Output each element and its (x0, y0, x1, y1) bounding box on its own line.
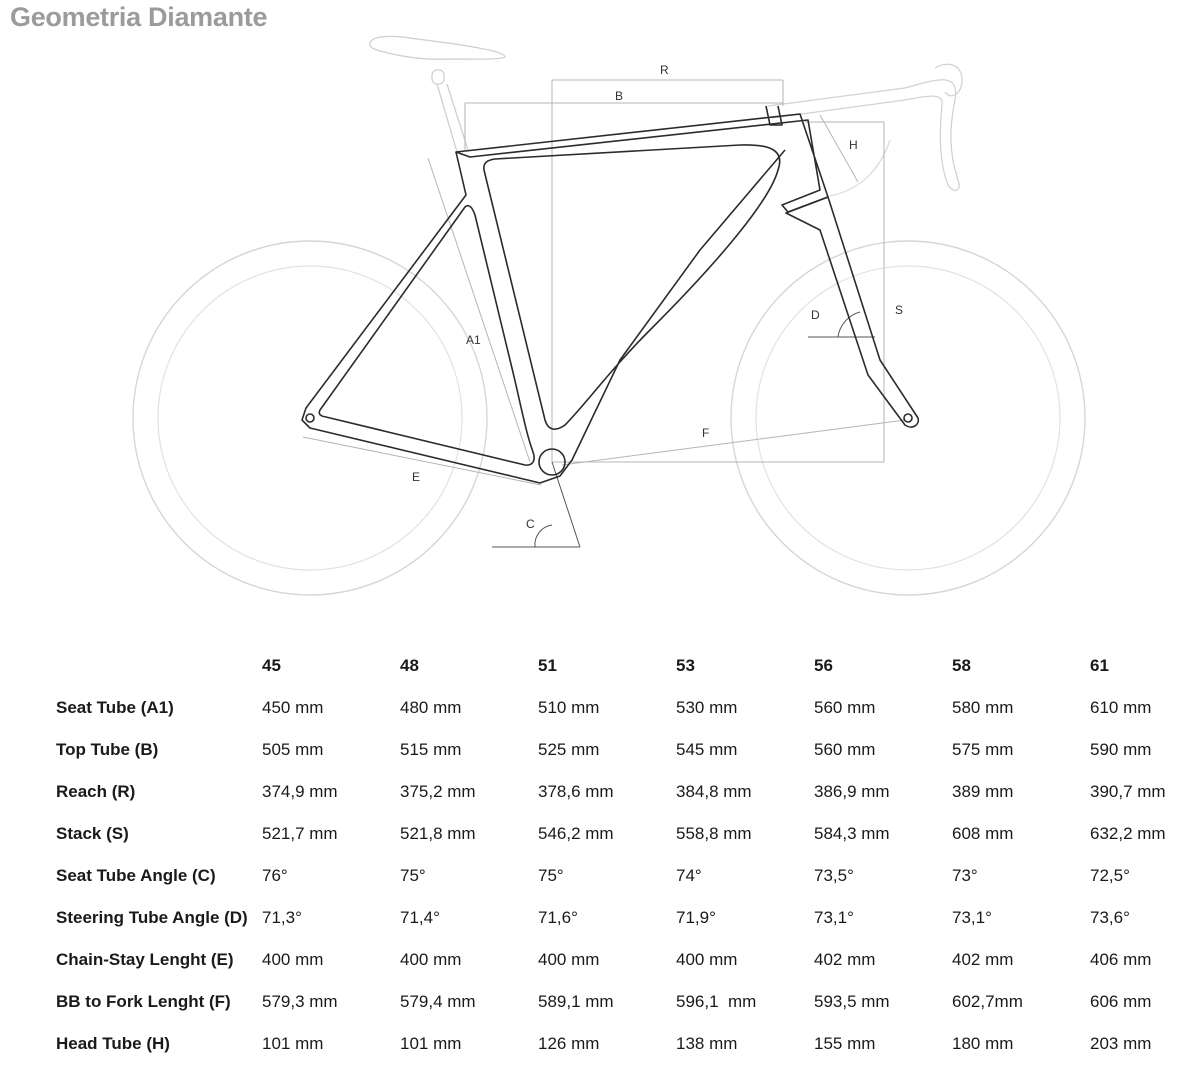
table-cell: 590 mm (1090, 740, 1152, 759)
table-cell: 73,5° (814, 866, 854, 885)
row-label: Seat Tube Angle (C) (56, 866, 216, 885)
saddle-clamp (432, 70, 444, 84)
size-header: 53 (676, 656, 695, 675)
label-b: B (615, 89, 624, 103)
table-cell: 560 mm (814, 740, 876, 759)
label-d: D (811, 308, 820, 322)
table-cell: 389 mm (952, 782, 1014, 801)
table-cell: 450 mm (262, 698, 324, 717)
table-cell: 73° (952, 866, 978, 885)
label-a1: A1 (466, 333, 481, 347)
table-cell: 72,5° (1090, 866, 1130, 885)
table-cell: 579,4 mm (400, 992, 476, 1011)
table-cell: 75° (538, 866, 564, 885)
table-cell: 76° (262, 866, 288, 885)
row-label: Top Tube (B) (56, 740, 159, 759)
table-cell: 203 mm (1090, 1034, 1152, 1053)
table-cell: 575 mm (952, 740, 1014, 759)
row-label: Reach (R) (56, 782, 136, 801)
table-cell: 71,4° (400, 908, 440, 927)
row-label: Head Tube (H) (56, 1034, 170, 1053)
table-cell: 579,3 mm (262, 992, 338, 1011)
seatpost (437, 84, 457, 152)
table-cell: 546,2 mm (538, 824, 614, 843)
row-label: BB to Fork Lenght (F) (56, 992, 231, 1011)
table-cell: 525 mm (538, 740, 600, 759)
table-cell: 632,2 mm (1090, 824, 1166, 843)
table-cell: 400 mm (676, 950, 738, 969)
label-s: S (895, 303, 904, 317)
label-h: H (849, 138, 858, 152)
table-cell: 606 mm (1090, 992, 1152, 1011)
table-cell: 584,3 mm (814, 824, 890, 843)
table-row (0, 908, 1200, 948)
table-cell: 390,7 mm (1090, 782, 1166, 801)
size-header: 51 (538, 656, 557, 675)
size-header: 48 (400, 656, 419, 675)
table-cell: 596,1 mm (676, 992, 757, 1011)
table-row (0, 824, 1200, 864)
table-cell: 610 mm (1090, 698, 1152, 717)
table-cell: 374,9 mm (262, 782, 338, 801)
table-cell: 602,7mm (952, 992, 1023, 1011)
size-header: 45 (262, 656, 281, 675)
front-axle (904, 414, 912, 422)
table-cell: 378,6 mm (538, 782, 614, 801)
table-row (0, 782, 1200, 822)
table-cell: 480 mm (400, 698, 462, 717)
table-cell: 73,1° (814, 908, 854, 927)
table-cell: 510 mm (538, 698, 600, 717)
table-cell: 375,2 mm (400, 782, 476, 801)
table-cell: 608 mm (952, 824, 1014, 843)
table-cell: 530 mm (676, 698, 738, 717)
table-cell: 400 mm (400, 950, 462, 969)
table-cell: 521,7 mm (262, 824, 338, 843)
table-header-row (0, 656, 1200, 696)
size-header: 61 (1090, 656, 1109, 675)
table-cell: 589,1 mm (538, 992, 614, 1011)
row-label: Steering Tube Angle (D) (56, 908, 248, 927)
table-cell: 384,8 mm (676, 782, 752, 801)
table-cell: 101 mm (400, 1034, 462, 1053)
table-cell: 545 mm (676, 740, 738, 759)
front-wheel-inner (756, 266, 1060, 570)
saddle (370, 36, 505, 59)
table-cell: 560 mm (814, 698, 876, 717)
table-cell: 126 mm (538, 1034, 600, 1053)
table-cell: 400 mm (262, 950, 324, 969)
table-cell: 402 mm (814, 950, 876, 969)
table-cell: 138 mm (676, 1034, 738, 1053)
table-cell: 71,3° (262, 908, 302, 927)
table-row (0, 866, 1200, 906)
table-row (0, 740, 1200, 780)
rear-wheel-inner (158, 266, 462, 570)
table-cell: 505 mm (262, 740, 324, 759)
rear-wheel-outer (133, 241, 487, 595)
front-wheel-outer (731, 241, 1085, 595)
table-cell: 101 mm (262, 1034, 324, 1053)
table-row (0, 1034, 1200, 1074)
table-cell: 386,9 mm (814, 782, 890, 801)
page-title: Geometria Diamante (10, 2, 268, 32)
size-header: 58 (952, 656, 971, 675)
table-cell: 580 mm (952, 698, 1014, 717)
table-cell: 73,6° (1090, 908, 1130, 927)
label-c: C (526, 517, 535, 531)
table-row (0, 992, 1200, 1032)
table-cell: 73,1° (952, 908, 992, 927)
table-cell: 558,8 mm (676, 824, 752, 843)
table-cell: 515 mm (400, 740, 462, 759)
label-e: E (412, 470, 421, 484)
row-label: Chain-Stay Lenght (E) (56, 950, 234, 969)
table-cell: 75° (400, 866, 426, 885)
label-r: R (660, 63, 669, 77)
label-f: F (702, 426, 710, 440)
frame (302, 106, 918, 483)
table-cell: 74° (676, 866, 702, 885)
table-cell: 593,5 mm (814, 992, 890, 1011)
table-row (0, 950, 1200, 990)
table-row (0, 698, 1200, 738)
row-label: Seat Tube (A1) (56, 698, 174, 717)
table-cell: 402 mm (952, 950, 1014, 969)
row-label: Stack (S) (56, 824, 129, 843)
table-cell: 406 mm (1090, 950, 1152, 969)
table-cell: 400 mm (538, 950, 600, 969)
table-cell: 71,6° (538, 908, 578, 927)
table-cell: 521,8 mm (400, 824, 476, 843)
table-cell: 71,9° (676, 908, 716, 927)
table-cell: 180 mm (952, 1034, 1014, 1053)
rear-axle (306, 414, 314, 422)
size-header: 56 (814, 656, 833, 675)
table-cell: 155 mm (814, 1034, 876, 1053)
